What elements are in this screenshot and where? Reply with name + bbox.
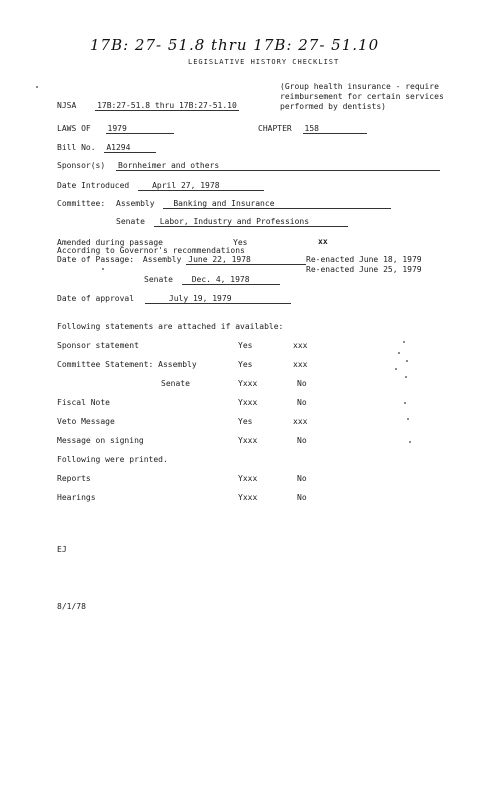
scan-speck [398, 352, 400, 354]
passage-senate-value: Dec. 4, 1978 [182, 275, 280, 285]
scan-speck [102, 268, 104, 270]
scan-speck [403, 341, 405, 343]
reenacted-2: Re-enacted June 25, 1979 [306, 265, 422, 274]
statement-row-message-signing [57, 436, 377, 445]
passage-senate-label: Senate [144, 275, 173, 284]
committee-label: Committee: [57, 199, 106, 208]
amended-label: Amended during passage [57, 238, 163, 247]
scan-speck [404, 402, 406, 404]
printed-no: No [297, 493, 307, 502]
printed-yes: Yxxx [238, 474, 258, 483]
printed-yes: Yxxx [238, 493, 258, 502]
date-introduced-field [57, 181, 264, 191]
statement-no: xxx [293, 341, 308, 350]
committee-senate-value: Labor, Industry and Professions [154, 217, 348, 227]
subject-note-line: (Group health insurance - require [280, 82, 439, 91]
statement-yes: Yxxx [238, 436, 258, 445]
subject-note [280, 82, 444, 112]
statement-label: Senate [161, 379, 190, 388]
printed-row-hearings [57, 493, 377, 502]
statement-label: Committee Statement: Assembly [57, 360, 197, 369]
passage-assembly-value: June 22, 1978 [186, 255, 306, 265]
passage-assembly-label: Assembly [142, 255, 182, 264]
subject-note-line: reimbursement for certain services [280, 92, 444, 101]
njsa-field [57, 101, 239, 111]
statement-row-committee-assembly [57, 360, 377, 369]
statements-heading: Following statements are attached if available: [57, 322, 284, 331]
amended-no-mark: xx [318, 237, 328, 246]
governor-note: According to Governor's recommendations [57, 246, 245, 255]
bill-no-field [57, 143, 156, 153]
statement-label: Fiscal Note [57, 398, 110, 407]
approval-label: Date of approval [57, 294, 135, 303]
approval-value: July 19, 1979 [145, 294, 291, 304]
printed-heading: Following were printed. [57, 455, 168, 464]
printed-row-reports [57, 474, 377, 483]
passage-assembly-field [57, 255, 306, 265]
committee-assembly-value: Banking and Insurance [163, 199, 391, 209]
footer-date: 8/1/78 [57, 602, 86, 611]
statement-yes: Yxxx [238, 398, 258, 407]
scan-speck [405, 376, 407, 378]
statement-no: xxx [293, 360, 308, 369]
statement-yes: Yes [238, 360, 253, 369]
statement-row-veto-message [57, 417, 377, 426]
statement-row-sponsor [57, 341, 377, 350]
committee-senate-field [116, 217, 348, 227]
sponsor-label: Sponsor(s) [57, 161, 106, 170]
statement-no: No [297, 379, 307, 388]
scan-speck [36, 86, 38, 88]
statement-no: No [297, 398, 307, 407]
reenacted-1: Re-enacted June 18, 1979 [306, 255, 422, 264]
statement-no: No [297, 436, 307, 445]
date-introduced-label: Date Introduced [57, 181, 130, 190]
statement-yes: Yes [238, 417, 253, 426]
committee-senate-label: Senate [116, 217, 145, 226]
sponsor-value: Bornheimer and others [116, 161, 440, 171]
scan-speck [406, 360, 408, 362]
scan-speck [407, 418, 409, 420]
committee-assembly-field [57, 199, 391, 209]
scan-speck [395, 368, 397, 370]
chapter-value: 158 [303, 124, 367, 134]
amended-yes: Yes [233, 238, 248, 247]
laws-of-label: LAWS OF [57, 124, 91, 133]
statement-label: Message on signing [57, 436, 144, 445]
statement-yes: Yes [238, 341, 253, 350]
printed-label: Reports [57, 474, 91, 483]
bill-no-value: A1294 [104, 143, 156, 153]
njsa-label: NJSA [57, 101, 77, 110]
statement-row-fiscal-note [57, 398, 377, 407]
statement-no: xxx [293, 417, 308, 426]
chapter-field [258, 124, 367, 134]
statement-label: Veto Message [57, 417, 115, 426]
sponsor-field [57, 161, 440, 171]
chapter-label: CHAPTER [258, 124, 292, 133]
laws-of-value: 1979 [106, 124, 174, 134]
date-introduced-value: April 27, 1978 [138, 181, 264, 191]
printed-no: No [297, 474, 307, 483]
scan-speck [409, 441, 411, 443]
passage-label: Date of Passage: [57, 255, 135, 264]
form-title: LEGISLATIVE HISTORY CHECKLIST [188, 58, 340, 66]
bill-no-label: Bill No. [57, 143, 96, 152]
laws-of-field [57, 124, 174, 134]
committee-assembly-label: Assembly [116, 199, 155, 208]
handwritten-citation: 17B: 27- 51.8 thru 17B: 27- 51.10 [90, 36, 380, 54]
subject-note-line: performed by dentists) [280, 102, 386, 111]
njsa-value: 17B:27-51.8 thru 17B:27-51.10 [97, 101, 237, 110]
passage-senate-field [144, 275, 280, 285]
initials: EJ [57, 545, 67, 554]
statement-label: Sponsor statement [57, 341, 139, 350]
approval-field [57, 294, 291, 304]
printed-label: Hearings [57, 493, 96, 502]
statement-yes: Yxxx [238, 379, 258, 388]
